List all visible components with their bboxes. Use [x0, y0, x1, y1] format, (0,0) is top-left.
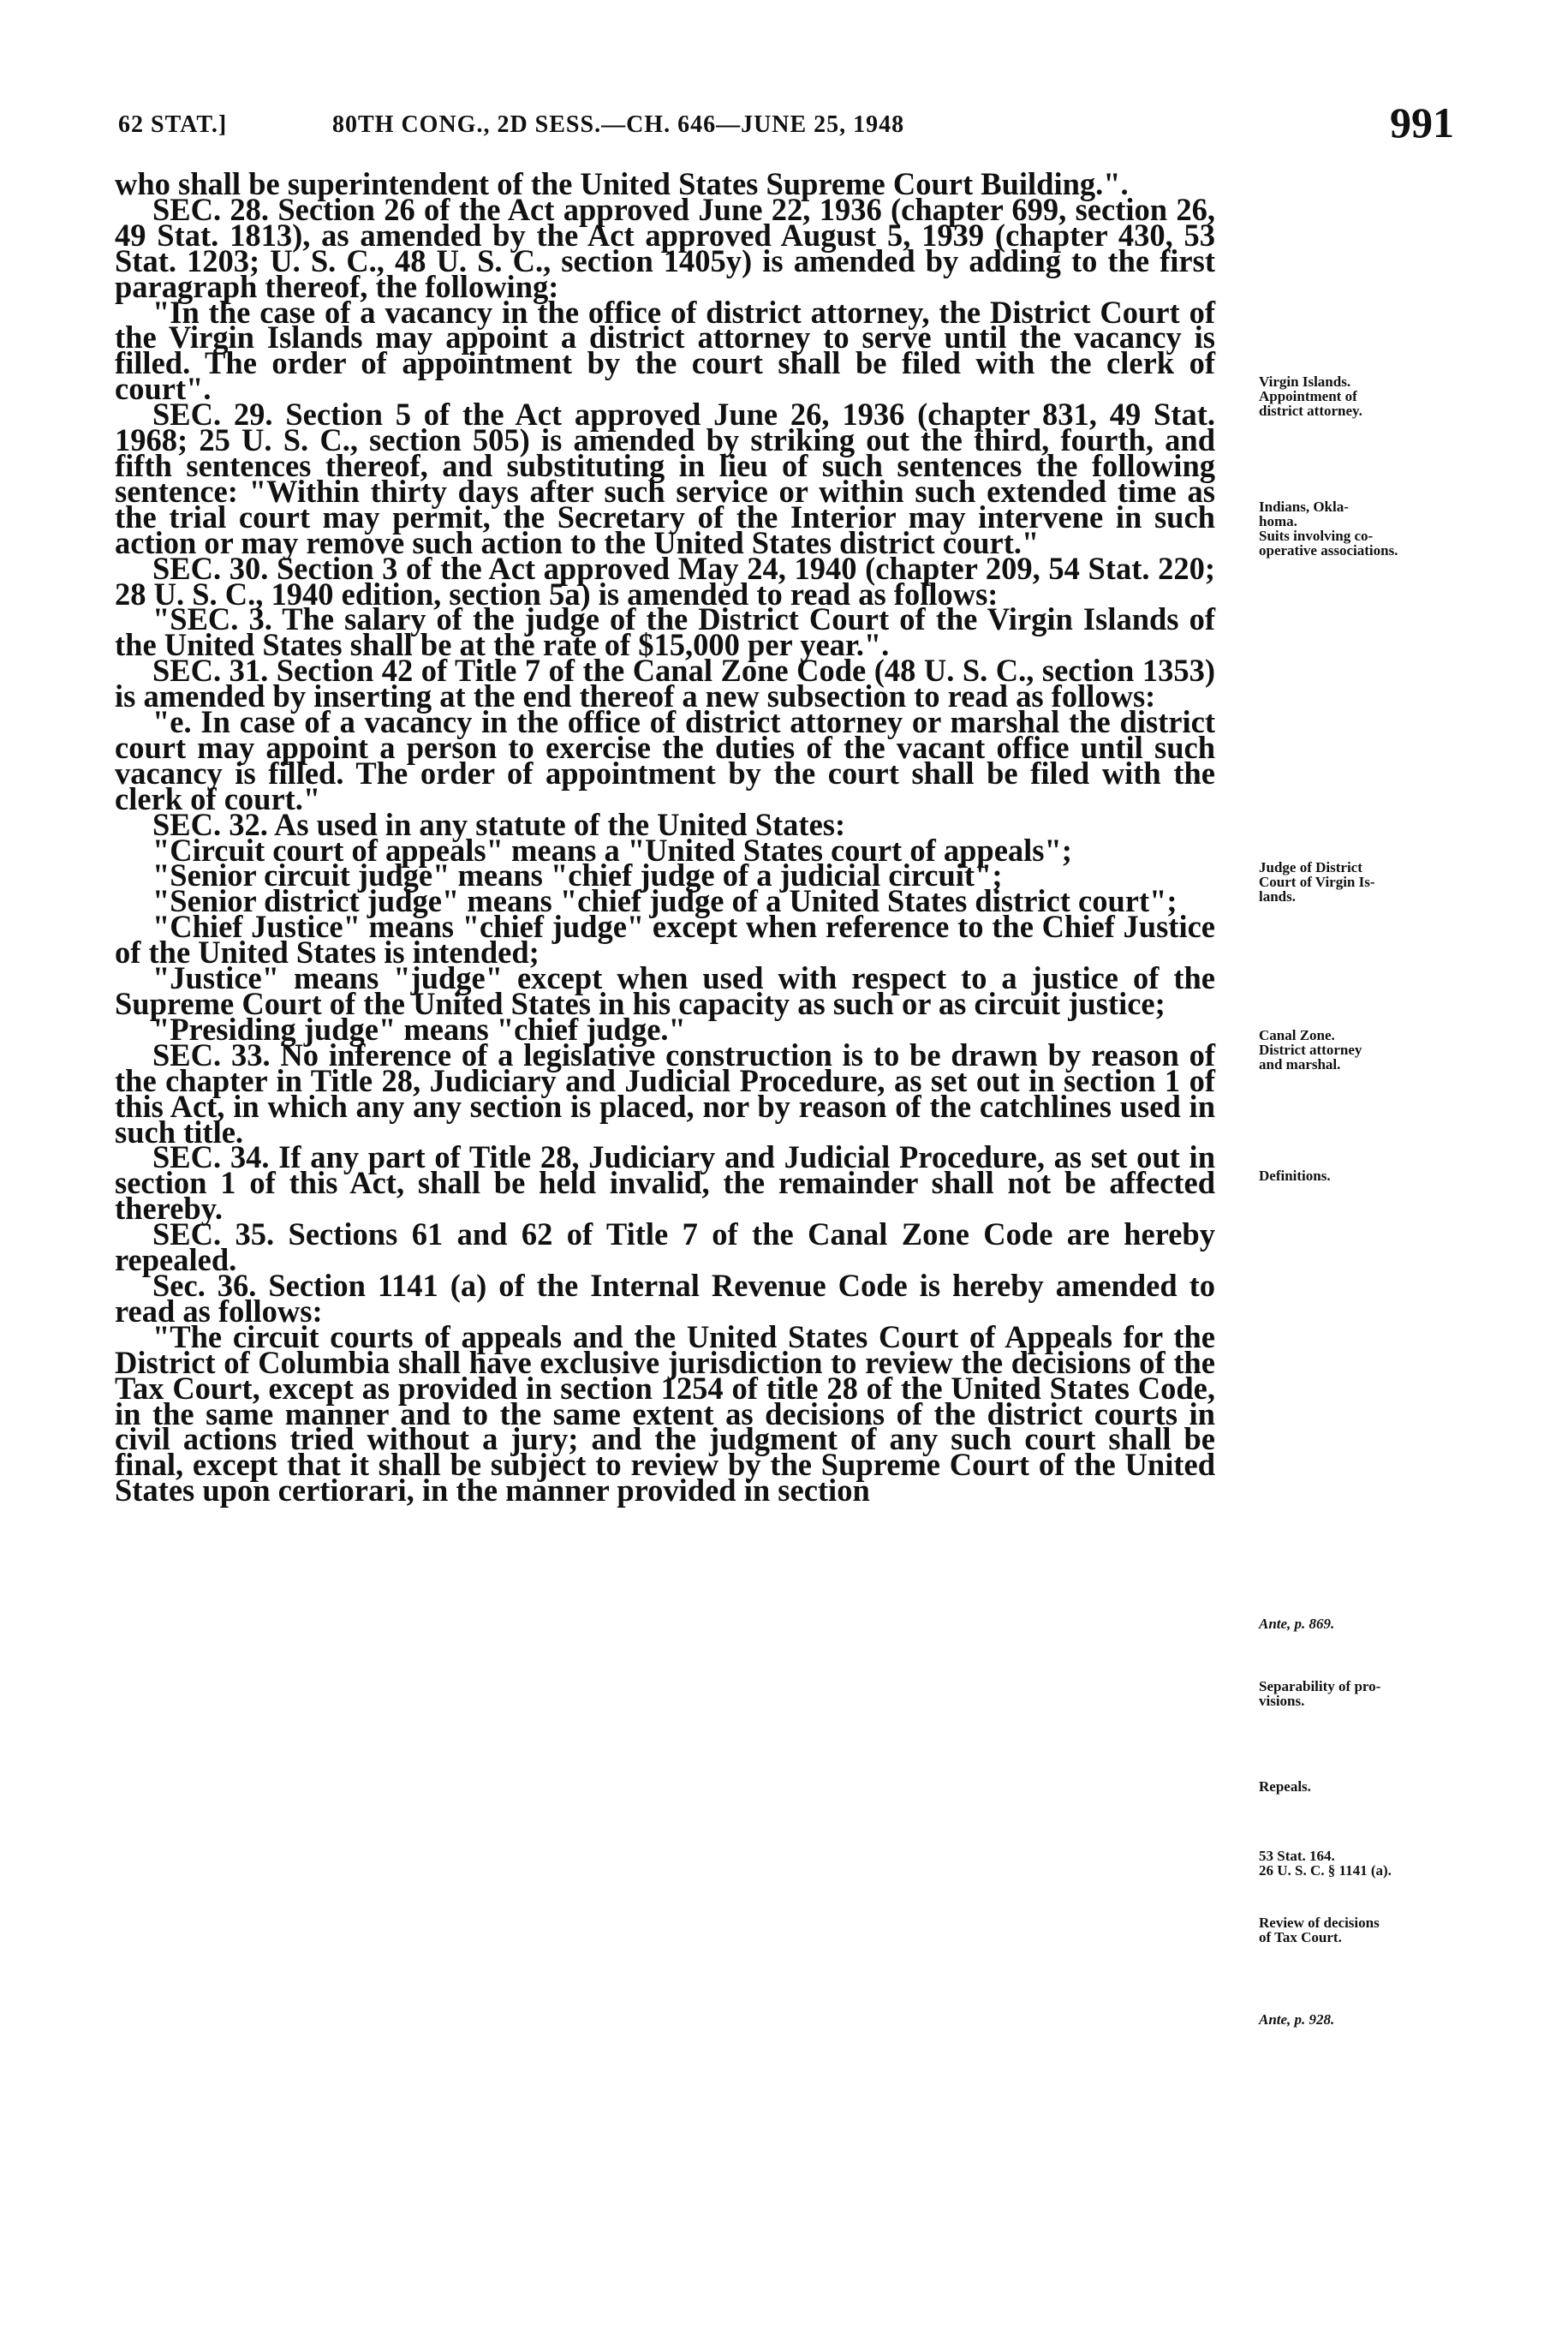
margin-note: Repeals.	[1259, 1778, 1311, 1795]
paragraph-sec-33: SEC. 33. No inference of a legislative construction is to be drawn by reason of the chapter in Title 28, Judiciary and Judicial Procedure, as set out in section 1 of this Act, in which any any section is placed, nor by reason of the catchlines used in such title.	[115, 1037, 1215, 1150]
margin-note: 53 Stat. 164. 26 U. S. C. § 1141 (a).	[1259, 1848, 1392, 1879]
margin-note: Virgin Islands. Appointment of district attorney.	[1259, 373, 1362, 419]
margin-note: Judge of District Court of Virgin Is- lands.	[1259, 859, 1375, 905]
paragraph-sec-32: SEC. 32. As used in any statute of the United States:	[152, 806, 846, 842]
definition-line: "Senior circuit judge" means "chief judge of a judicial circuit";	[152, 857, 1003, 893]
session-chapter-date: 80TH CONG., 2D SESS.—CH. 646—JUNE 25, 1948	[332, 111, 905, 138]
paragraph-sec-28: SEC. 28. Section 26 of the Act approved June 22, 1936 (chapter 699, section 26, 49 Stat. 1813), as amended by the Act approved August 5, 1939 (chapter 430, 53 Stat. 1203; U. S. C., 48 U. S. C., section 1405y) is amended by adding to the first paragraph thereof, the following:	[115, 191, 1215, 304]
page-number: 991	[1390, 99, 1454, 146]
page-header	[118, 99, 1454, 156]
margin-note: Separability of pro- visions.	[1259, 1678, 1381, 1709]
paragraph-quote: "e. In case of a vacancy in the office of district attorney or marshal the district court may appoint a person to exercise the duties of the vacant office until such vacancy is filled. The order of appointment by the court shall be filed with the clerk of court."	[115, 704, 1215, 816]
margin-note: Ante, p. 869.	[1259, 1616, 1335, 1632]
definition-line: "Chief Justice" means "chief judge" except when reference to the Chief Justice of the United States is intended;	[115, 909, 1215, 971]
margin-note: Indians, Okla- homa. Suits involving co- operative associations.	[1259, 499, 1398, 559]
margin-note: Canal Zone. District attorney and marshal.	[1259, 1027, 1362, 1072]
paragraph-sec-30: SEC. 30. Section 3 of the Act approved May 24, 1940 (chapter 209, 54 Stat. 220; 28 U. S. C., 1940 edition, section 5a) is amended to read as follows:	[115, 550, 1215, 612]
paragraph-sec-31: SEC. 31. Section 42 of Title 7 of the Canal Zone Code (48 U. S. C., section 1353) is amended by inserting at the end thereof a new subsection to read as follows:	[115, 653, 1215, 714]
paragraph-quote: "SEC. 3. The salary of the judge of the District Court of the Virgin Islands of the United States shall be at the rate of $15,000 per year.".	[115, 601, 1215, 663]
paragraph: who shall be superintendent of the United States Supreme Court Building.".	[115, 166, 1129, 201]
definition-line: "Circuit court of appeals" means a "United States court of appeals";	[152, 832, 1072, 868]
main-text	[115, 166, 1215, 1509]
margin-note: Ante, p. 928.	[1259, 2011, 1335, 2028]
paragraph-sec-29: SEC. 29. Section 5 of the Act approved June 26, 1936 (chapter 831, 49 Stat. 1968; 25 U. S. C., section 505) is amended by striking out the third, fourth, and fifth sentences thereof, and substituting in lieu of such sentences the following sentence: "Within thirty days after such service or within such extended time as the trial court may permit, the Secretary of the Interior may intervene in such action or may remove such action to the United States district court."	[115, 397, 1215, 560]
margin-note: Review of decisions of Tax Court.	[1259, 1915, 1380, 1945]
paragraph-quote: "The circuit courts of appeals and the United States Court of Appeals for the District of Columbia shall have exclusive jurisdiction to review the decisions of the Tax Court, except as provided in section 1254 of title 28 of the United States Code, in the same manner and to the same extent as decisions of the district courts in civil actions tried without a jury; and the judgment of any such court shall be final, except that it shall be subject to review by the Supreme Court of the United States upon certiorari, in the manner provided in section	[115, 1318, 1215, 1509]
margin-note: Definitions.	[1259, 1168, 1331, 1184]
definition-line: "Presiding judge" means "chief judge."	[152, 1011, 686, 1047]
paragraph-sec-36: Sec. 36. Section 1141 (a) of the Internal Revenue Code is hereby amended to read as follows:	[115, 1267, 1215, 1329]
paragraph-sec-35: SEC. 35. Sections 61 and 62 of Title 7 of the Canal Zone Code are hereby repealed.	[115, 1216, 1215, 1278]
paragraph-quote: "In the case of a vacancy in the office of district attorney, the District Court of the Virgin Islands may appoint a district attorney to serve until the vacancy is filled. The order of appointment by the court shall be filed with the clerk of court".	[115, 294, 1215, 407]
paragraph-sec-34: SEC. 34. If any part of Title 28, Judiciary and Judicial Procedure, as set out in section 1 of this Act, shall be held invalid, the remainder shall not be affected thereby.	[115, 1139, 1215, 1227]
definition-line: "Justice" means "judge" except when used with respect to a justice of the Supreme Court of the United States in his capacity as such or as circuit justice;	[115, 960, 1215, 1021]
definition-line: "Senior district judge" means "chief judge of a United States district court";	[152, 883, 1177, 919]
statute-volume: 62 STAT.]	[118, 111, 228, 138]
